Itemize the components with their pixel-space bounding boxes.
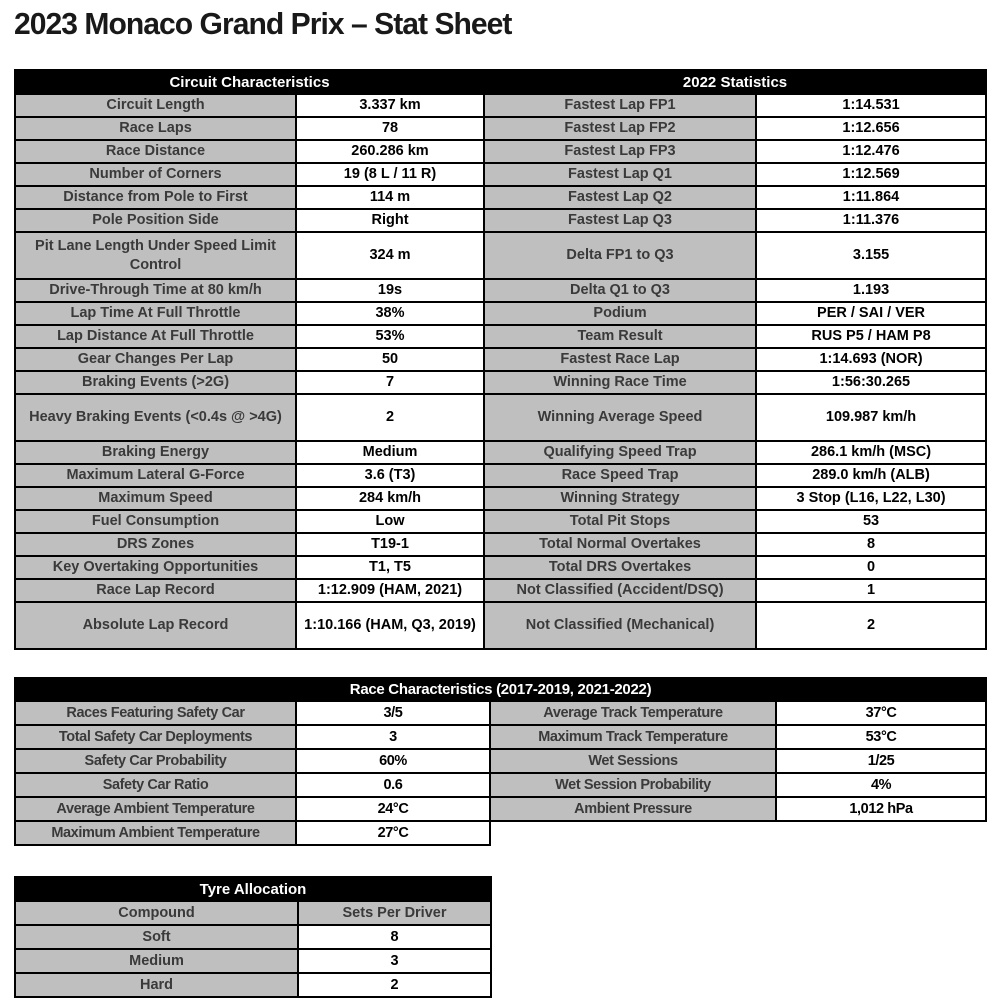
stat-value-cell: 8 bbox=[756, 533, 986, 556]
table-row bbox=[15, 602, 986, 649]
stat-value-cell: 78 bbox=[296, 117, 484, 140]
stat-label-cell: Ambient Pressure bbox=[490, 797, 776, 821]
table-row bbox=[15, 163, 986, 186]
table-row bbox=[15, 949, 491, 973]
stat-label-cell: Total Pit Stops bbox=[484, 510, 756, 533]
stats-2022-header: 2022 Statistics bbox=[484, 70, 986, 94]
table-header-row bbox=[15, 70, 986, 94]
stat-label-cell: Podium bbox=[484, 302, 756, 325]
stat-label-cell: Safety Car Ratio bbox=[15, 773, 296, 797]
table-header-row bbox=[15, 877, 491, 901]
stat-value-cell: 1:12.909 (HAM, 2021) bbox=[296, 579, 484, 602]
stat-label-cell: Heavy Braking Events (<0.4s @ >4G) bbox=[15, 394, 296, 441]
stat-label-cell: Race Lap Record bbox=[15, 579, 296, 602]
race-characteristics-header: Race Characteristics (2017-2019, 2021-2022) bbox=[15, 678, 986, 701]
stat-label-cell: Wet Sessions bbox=[490, 749, 776, 773]
stat-label-cell: Race Distance bbox=[15, 140, 296, 163]
stat-label-cell: Pole Position Side bbox=[15, 209, 296, 232]
stat-value-cell: 1:14.531 bbox=[756, 94, 986, 117]
stat-value-cell: Medium bbox=[296, 441, 484, 464]
stat-label-cell: Maximum Ambient Temperature bbox=[15, 821, 296, 845]
tyre-allocation-table bbox=[14, 876, 492, 998]
stat-value-cell: 50 bbox=[296, 348, 484, 371]
table-row bbox=[15, 510, 986, 533]
circuit-and-stats-table bbox=[14, 69, 987, 650]
table-row bbox=[15, 533, 986, 556]
stat-label-cell: Average Ambient Temperature bbox=[15, 797, 296, 821]
stat-value-cell: 1.193 bbox=[756, 279, 986, 302]
stat-value-cell: 1/25 bbox=[776, 749, 986, 773]
column-header-row bbox=[15, 901, 491, 925]
stat-value-cell: Low bbox=[296, 510, 484, 533]
table-row bbox=[15, 556, 986, 579]
stat-value-cell: 1:12.569 bbox=[756, 163, 986, 186]
stat-value-cell: 19 (8 L / 11 R) bbox=[296, 163, 484, 186]
stat-value-cell: 1,012 hPa bbox=[776, 797, 986, 821]
stat-value-cell: 19s bbox=[296, 279, 484, 302]
stat-value-cell: 109.987 km/h bbox=[756, 394, 986, 441]
stat-value-cell: 114 m bbox=[296, 186, 484, 209]
stat-label-cell: Race Speed Trap bbox=[484, 464, 756, 487]
table-row bbox=[15, 94, 986, 117]
sets-per-driver-column-header: Sets Per Driver bbox=[298, 901, 491, 925]
stat-label-cell: Delta Q1 to Q3 bbox=[484, 279, 756, 302]
stat-value-cell: 1:11.864 bbox=[756, 186, 986, 209]
stat-label-cell: Race Laps bbox=[15, 117, 296, 140]
table-row bbox=[15, 325, 986, 348]
page-title: 2023 Monaco Grand Prix – Stat Sheet bbox=[14, 6, 512, 41]
table-row bbox=[15, 725, 986, 749]
stat-label-cell: Fastest Lap Q3 bbox=[484, 209, 756, 232]
stat-value-cell: 53°C bbox=[776, 725, 986, 749]
stat-value-cell: RUS P5 / HAM P8 bbox=[756, 325, 986, 348]
stat-value-cell: 7 bbox=[296, 371, 484, 394]
stat-label-cell: Total DRS Overtakes bbox=[484, 556, 756, 579]
stat-label-cell: Not Classified (Mechanical) bbox=[484, 602, 756, 649]
stat-value-cell: 0 bbox=[756, 556, 986, 579]
table-row bbox=[15, 394, 986, 441]
stat-value-cell: 2 bbox=[296, 394, 484, 441]
stat-label-cell: Fastest Lap FP1 bbox=[484, 94, 756, 117]
table-row bbox=[15, 140, 986, 163]
stat-value-cell: PER / SAI / VER bbox=[756, 302, 986, 325]
stat-value-cell bbox=[776, 821, 986, 845]
table-row bbox=[15, 973, 491, 997]
table-row bbox=[15, 371, 986, 394]
stat-label-cell: Pit Lane Length Under Speed Limit Control bbox=[15, 232, 296, 279]
stat-label-cell: Key Overtaking Opportunities bbox=[15, 556, 296, 579]
stat-value-cell: 1:10.166 (HAM, Q3, 2019) bbox=[296, 602, 484, 649]
stat-label-cell: Delta FP1 to Q3 bbox=[484, 232, 756, 279]
stat-value-cell: 53% bbox=[296, 325, 484, 348]
stat-value-cell: 286.1 km/h (MSC) bbox=[756, 441, 986, 464]
stat-label-cell: Fastest Lap Q1 bbox=[484, 163, 756, 186]
stat-label-cell: Hard bbox=[15, 973, 298, 997]
stat-value-cell: 1:11.376 bbox=[756, 209, 986, 232]
stat-label-cell: Races Featuring Safety Car bbox=[15, 701, 296, 725]
stat-label-cell: Winning Average Speed bbox=[484, 394, 756, 441]
stat-value-cell: T1, T5 bbox=[296, 556, 484, 579]
table-row bbox=[15, 797, 986, 821]
stat-value-cell: 289.0 km/h (ALB) bbox=[756, 464, 986, 487]
table-row bbox=[15, 117, 986, 140]
table-row bbox=[15, 821, 986, 845]
stat-label-cell: Wet Session Probability bbox=[490, 773, 776, 797]
stat-label-cell: Total Safety Car Deployments bbox=[15, 725, 296, 749]
stat-label-cell: Distance from Pole to First bbox=[15, 186, 296, 209]
stat-label-cell: Total Normal Overtakes bbox=[484, 533, 756, 556]
stat-label-cell: Fastest Lap FP3 bbox=[484, 140, 756, 163]
stat-value-cell: 60% bbox=[296, 749, 490, 773]
stat-value-cell: Right bbox=[296, 209, 484, 232]
stat-value-cell: 1 bbox=[756, 579, 986, 602]
stat-value-cell: 1:12.656 bbox=[756, 117, 986, 140]
stat-label-cell: Number of Corners bbox=[15, 163, 296, 186]
table-header-row bbox=[15, 678, 986, 701]
stat-value-cell: 27°C bbox=[296, 821, 490, 845]
table-row bbox=[15, 232, 986, 279]
stat-value-cell: 0.6 bbox=[296, 773, 490, 797]
table-row bbox=[15, 302, 986, 325]
stat-value-cell: 3 Stop (L16, L22, L30) bbox=[756, 487, 986, 510]
stat-value-cell: 2 bbox=[756, 602, 986, 649]
stat-label-cell: Maximum Lateral G-Force bbox=[15, 464, 296, 487]
stat-label-cell: Safety Car Probability bbox=[15, 749, 296, 773]
stat-label-cell: Fuel Consumption bbox=[15, 510, 296, 533]
stat-label-cell: Soft bbox=[15, 925, 298, 949]
stat-value-cell: 284 km/h bbox=[296, 487, 484, 510]
stat-value-cell: 1:12.476 bbox=[756, 140, 986, 163]
stat-value-cell: 38% bbox=[296, 302, 484, 325]
table-row bbox=[15, 464, 986, 487]
table-row bbox=[15, 773, 986, 797]
table-row bbox=[15, 701, 986, 725]
stat-label-cell: Qualifying Speed Trap bbox=[484, 441, 756, 464]
stat-label-cell: Winning Strategy bbox=[484, 487, 756, 510]
stat-value-cell: 8 bbox=[298, 925, 491, 949]
table-row bbox=[15, 186, 986, 209]
table-row bbox=[15, 348, 986, 371]
stat-label-cell: Fastest Lap FP2 bbox=[484, 117, 756, 140]
stat-value-cell: 324 m bbox=[296, 232, 484, 279]
stat-value-cell: 3 bbox=[296, 725, 490, 749]
race-characteristics-table bbox=[14, 677, 987, 846]
stat-value-cell: T19-1 bbox=[296, 533, 484, 556]
stat-label-cell: Circuit Length bbox=[15, 94, 296, 117]
table-row bbox=[15, 579, 986, 602]
stat-value-cell: 3.6 (T3) bbox=[296, 464, 484, 487]
stat-label-cell: Maximum Track Temperature bbox=[490, 725, 776, 749]
table-row bbox=[15, 749, 986, 773]
stat-label-cell: Fastest Race Lap bbox=[484, 348, 756, 371]
stat-label-cell bbox=[490, 821, 776, 845]
stat-label-cell: Medium bbox=[15, 949, 298, 973]
circuit-characteristics-header: Circuit Characteristics bbox=[15, 70, 484, 94]
stat-label-cell: Braking Events (>2G) bbox=[15, 371, 296, 394]
table-row bbox=[15, 209, 986, 232]
stat-value-cell: 24°C bbox=[296, 797, 490, 821]
stat-label-cell: Winning Race Time bbox=[484, 371, 756, 394]
stat-label-cell: Lap Time At Full Throttle bbox=[15, 302, 296, 325]
stat-label-cell: Absolute Lap Record bbox=[15, 602, 296, 649]
stat-label-cell: Fastest Lap Q2 bbox=[484, 186, 756, 209]
stat-label-cell: Lap Distance At Full Throttle bbox=[15, 325, 296, 348]
stat-label-cell: Team Result bbox=[484, 325, 756, 348]
stat-value-cell: 37°C bbox=[776, 701, 986, 725]
stat-value-cell: 2 bbox=[298, 973, 491, 997]
stat-value-cell: 1:56:30.265 bbox=[756, 371, 986, 394]
stat-label-cell: Braking Energy bbox=[15, 441, 296, 464]
stat-label-cell: Maximum Speed bbox=[15, 487, 296, 510]
stat-label-cell: DRS Zones bbox=[15, 533, 296, 556]
table-row bbox=[15, 487, 986, 510]
stat-label-cell: Gear Changes Per Lap bbox=[15, 348, 296, 371]
stat-label-cell: Average Track Temperature bbox=[490, 701, 776, 725]
compound-column-header: Compound bbox=[15, 901, 298, 925]
stat-value-cell: 1:14.693 (NOR) bbox=[756, 348, 986, 371]
stat-value-cell: 260.286 km bbox=[296, 140, 484, 163]
table-row bbox=[15, 925, 491, 949]
stat-value-cell: 3 bbox=[298, 949, 491, 973]
stat-label-cell: Drive-Through Time at 80 km/h bbox=[15, 279, 296, 302]
stat-value-cell: 4% bbox=[776, 773, 986, 797]
stat-value-cell: 3.155 bbox=[756, 232, 986, 279]
stat-label-cell: Not Classified (Accident/DSQ) bbox=[484, 579, 756, 602]
tyre-allocation-header: Tyre Allocation bbox=[15, 877, 491, 901]
table-row bbox=[15, 441, 986, 464]
stat-value-cell: 3/5 bbox=[296, 701, 490, 725]
stat-value-cell: 53 bbox=[756, 510, 986, 533]
stat-value-cell: 3.337 km bbox=[296, 94, 484, 117]
table-row bbox=[15, 279, 986, 302]
